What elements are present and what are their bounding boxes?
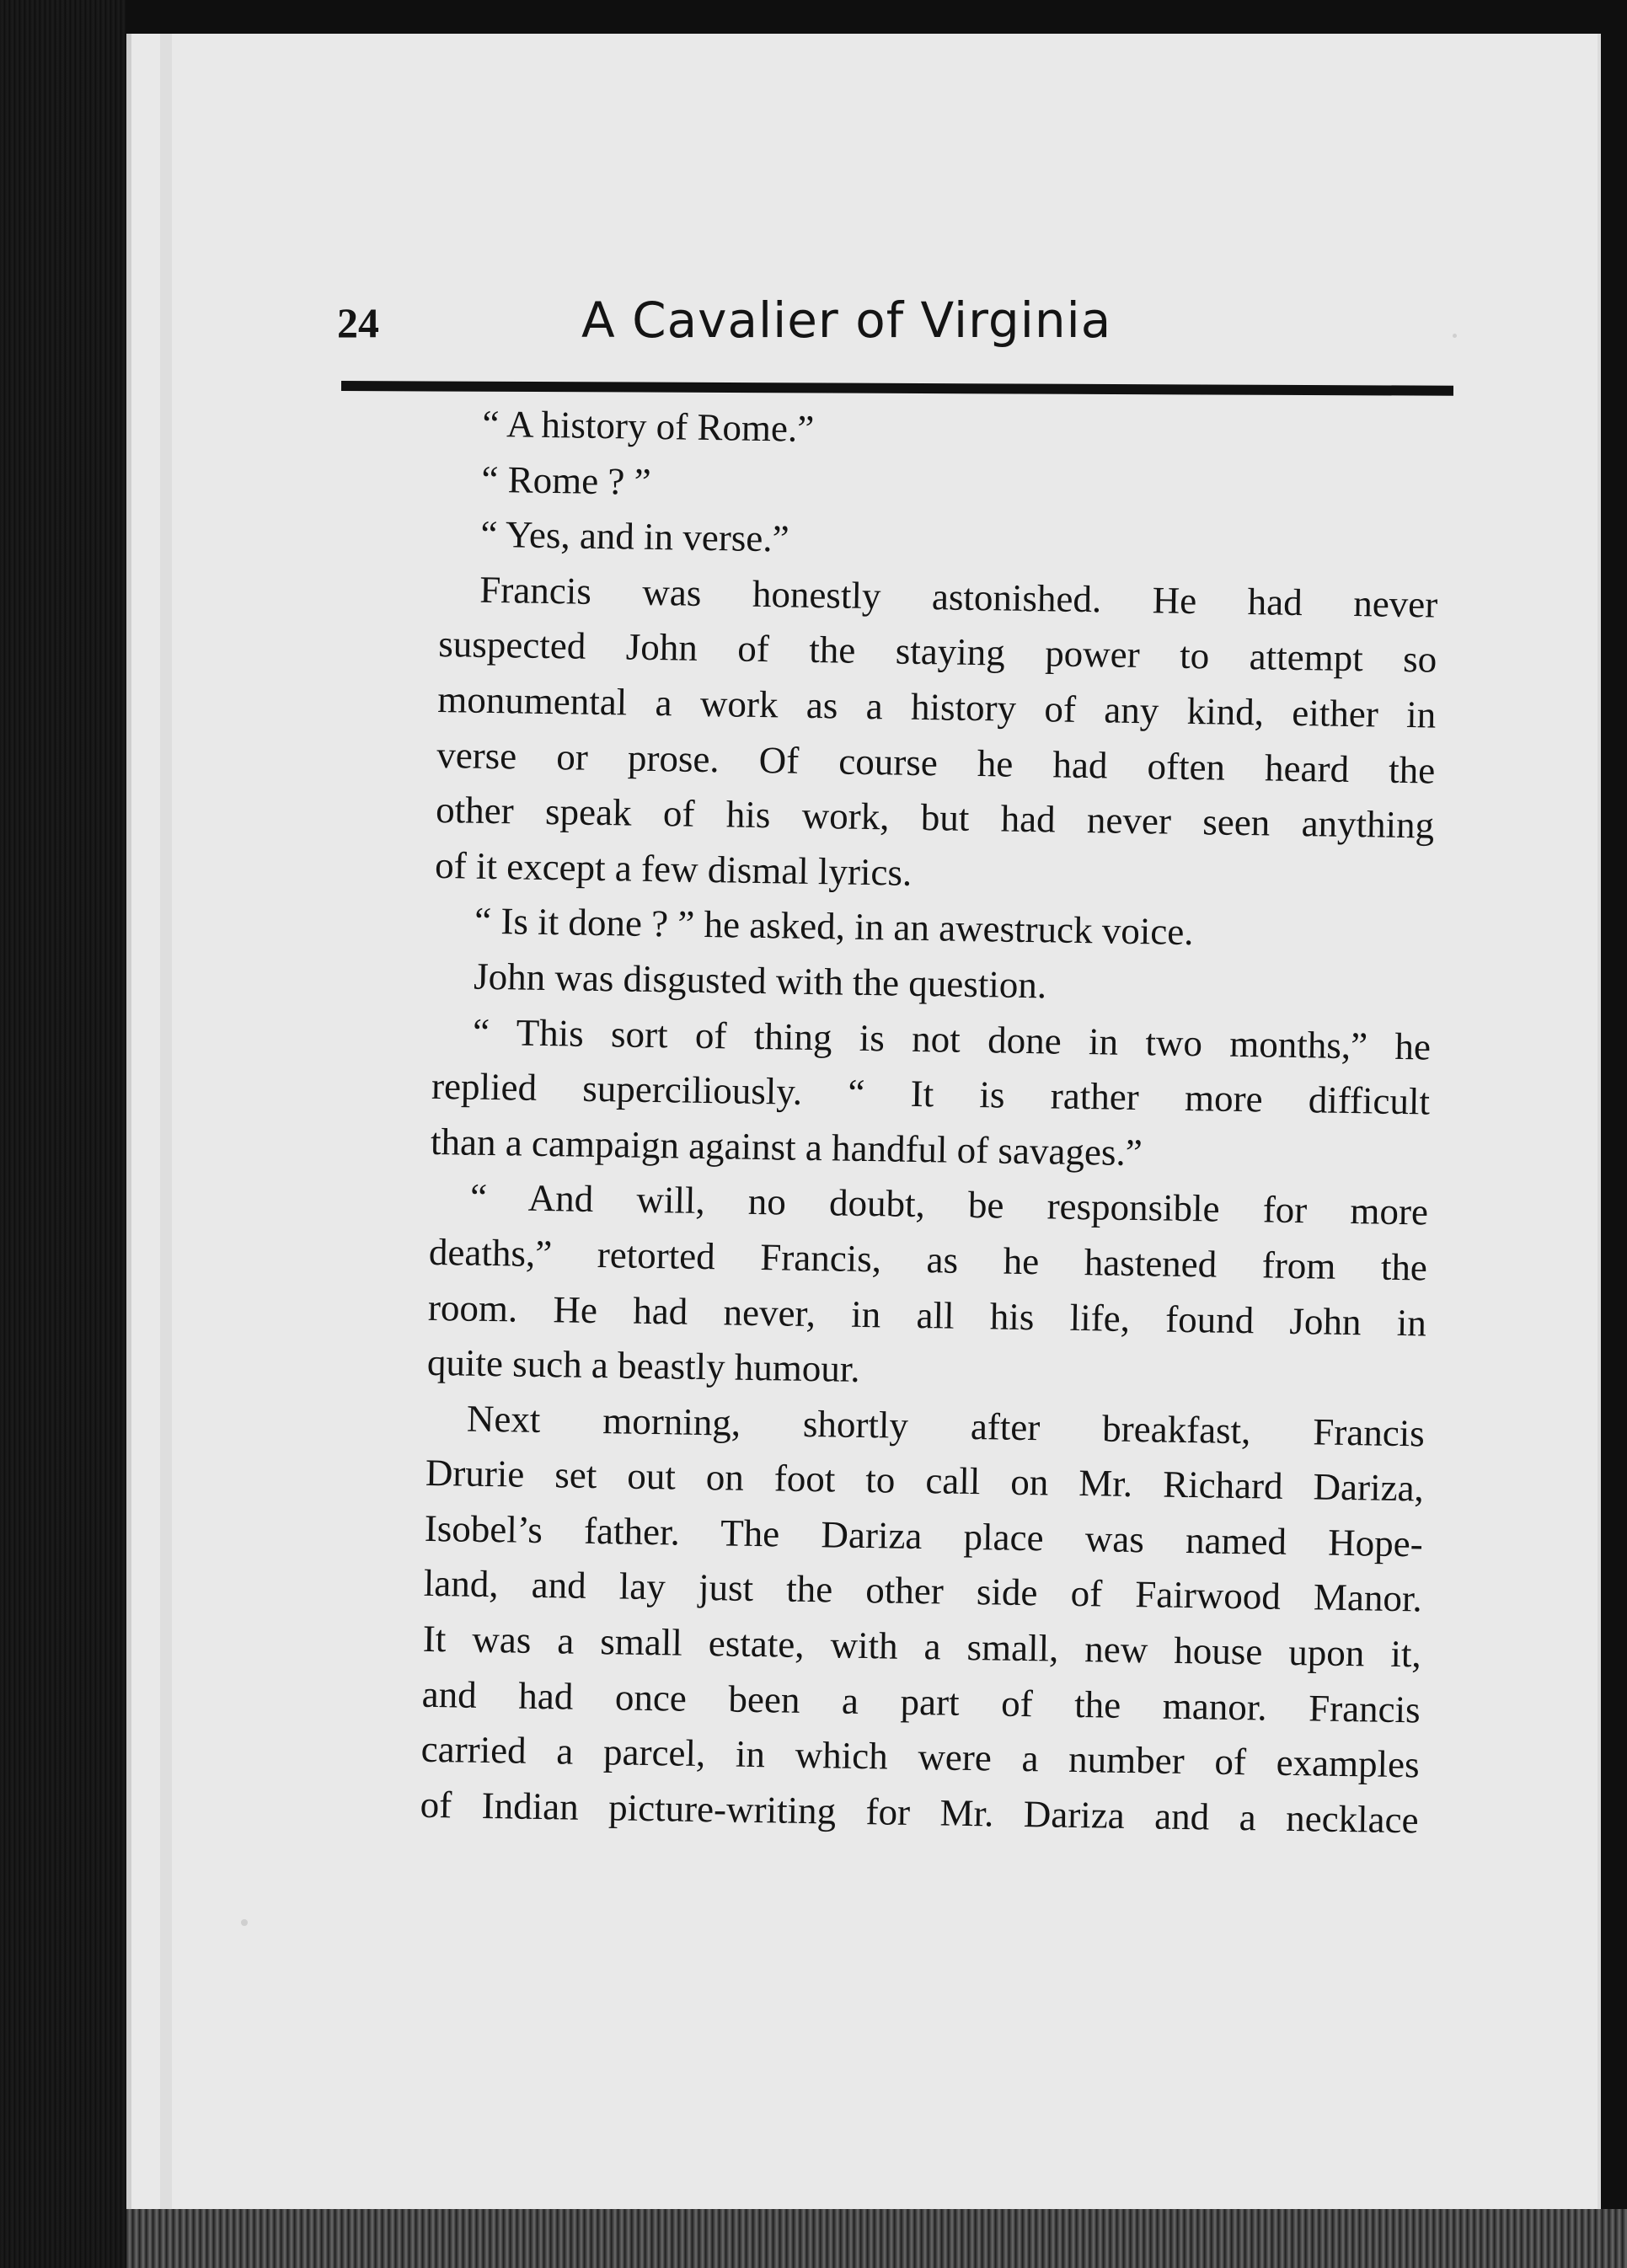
scan-border-bottom [126,2209,1627,2268]
text-line: Isobel’s father. The Dariza place was named Hope- [424,1506,1424,1565]
text-line: quite such a beastly humour. [426,1340,860,1391]
text-line: deaths,” retorted Francis, as he hastened from the [428,1230,1428,1289]
text-line: and had once been a part of the manor. Francis [421,1672,1421,1731]
page-header [337,270,1458,354]
text-line: “ Yes, and in verse.” [480,512,789,560]
text-line: Drurie set out on foot to call on Mr. Richard Dariza, [425,1452,1425,1510]
running-title: A Cavalier of Virginia [581,292,1112,349]
text-line: of Indian picture-writing for Mr. Dariza and a necklace [420,1783,1419,1842]
scan-speck [241,1919,248,1926]
text-line: replied superciliously. “ It is rather more difficult [431,1065,1431,1123]
text-line: of it except a few dismal lyrics. [434,843,913,894]
page-gutter-strip [160,34,172,2209]
text-line: “ A history of Rome.” [482,402,815,450]
page-number: 24 [337,299,379,346]
text-line: “ Rome ? ” [481,457,652,503]
text-line: suspected John of the staying power to attempt so [437,623,1437,681]
text-line: “ And will, no doubt, be responsible for more [469,1175,1429,1233]
text-line: Next morning, shortly after breakfast, Francis [466,1397,1426,1455]
text-line: “ This sort of thing is not done in two months,” he [472,1010,1432,1068]
text-line: room. He had never, in all his life, found John in [427,1286,1427,1344]
text-line: Francis was honestly astonished. He had never [479,568,1438,626]
text-line: monumental a work as a history of any kind, either in [436,677,1437,736]
text-line: other speak of his work, but had never seen anything [435,789,1435,847]
text-line: verse or prose. Of course he had often heard the [436,733,1436,792]
text-line: “ Is it done ? ” he asked, in an awestruck voice. [474,900,1194,954]
text-line: land, and lay just the other side of Fairwood Manor. [423,1562,1423,1620]
text-line: than a campaign against a handful of savages.” [430,1120,1143,1174]
text-line: John was disgusted with the question. [473,955,1047,1007]
scan-speck [1453,334,1457,338]
text-line: It was a small estate, with a small, new house upon it, [422,1617,1422,1676]
body-text [420,396,1441,1848]
text-line: carried a parcel, in which were a number of examples [420,1728,1421,1786]
scan-border-left [0,0,126,2268]
